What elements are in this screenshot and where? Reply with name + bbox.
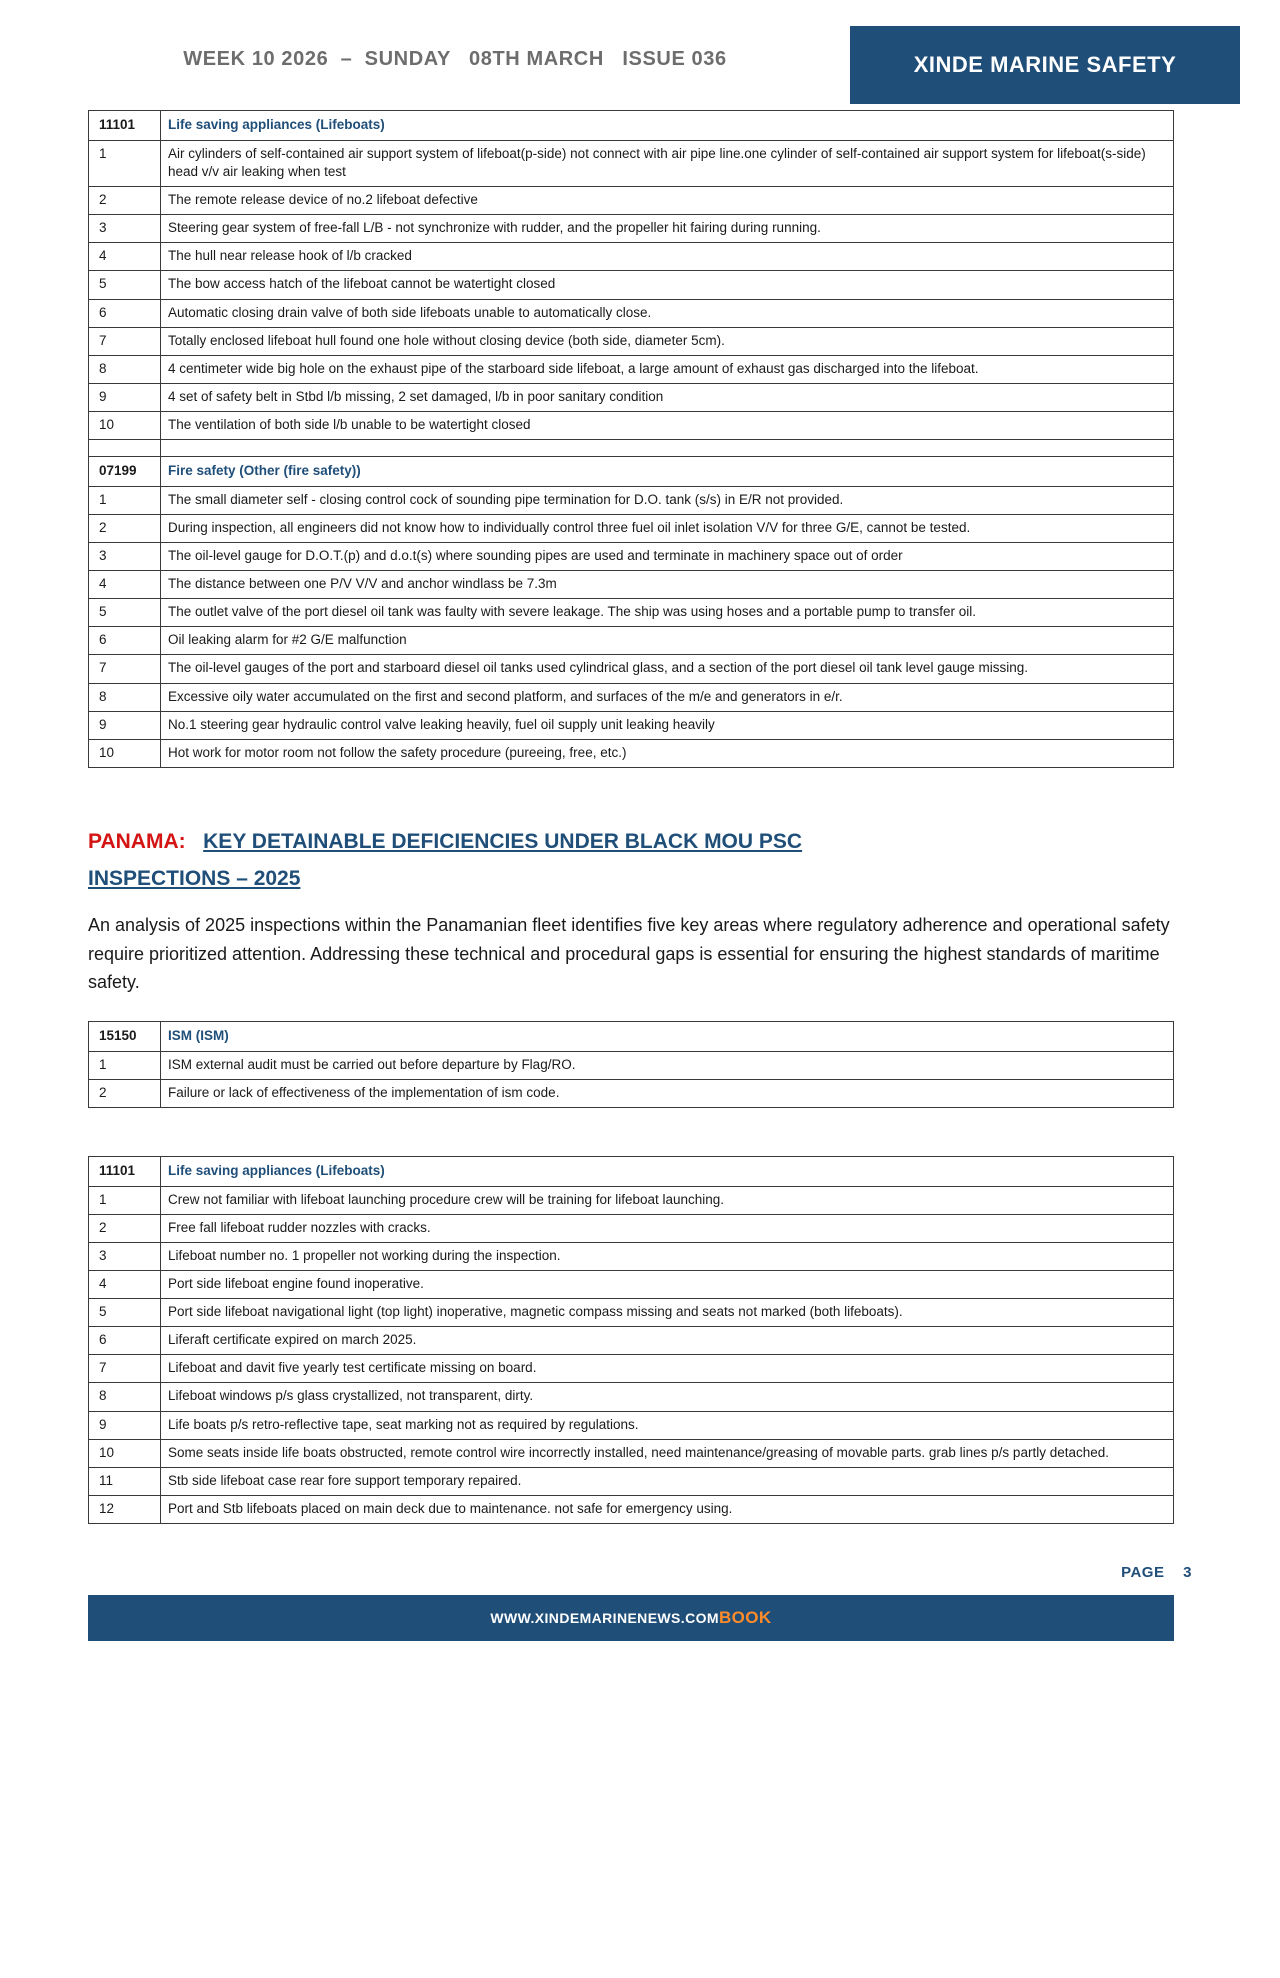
table-row	[89, 1021, 1174, 1051]
spacer-cell	[161, 439, 1174, 456]
row-text: Lifeboat windows p/s glass crystallized, not transparent, dirty.	[161, 1383, 1174, 1411]
section-title-line2: INSPECTIONS – 2025	[88, 866, 301, 890]
row-number: 6	[89, 1327, 161, 1355]
table-row	[89, 299, 1174, 327]
row-number: 7	[89, 327, 161, 355]
footer-bar	[88, 1595, 1174, 1641]
table-row	[89, 627, 1174, 655]
row-text: The bow access hatch of the lifeboat cannot be watertight closed	[161, 271, 1174, 299]
row-number: 8	[89, 683, 161, 711]
row-number: 2	[89, 1215, 161, 1243]
row-number: 7	[89, 1355, 161, 1383]
paragraph-gap	[0, 997, 1280, 1021]
row-text: Lifeboat and davit five yearly test certificate missing on board.	[161, 1355, 1174, 1383]
category-code: 11101	[89, 111, 161, 141]
row-number: 3	[89, 215, 161, 243]
table-row	[89, 1186, 1174, 1214]
row-text: The ventilation of both side l/b unable to be watertight closed	[161, 411, 1174, 439]
row-number: 5	[89, 599, 161, 627]
table-row	[89, 243, 1174, 271]
row-text: 4 set of safety belt in Stbd l/b missing, 2 set damaged, l/b in poor sanitary condition	[161, 383, 1174, 411]
row-text: Lifeboat number no. 1 propeller not working during the inspection.	[161, 1243, 1174, 1271]
category-name: Fire safety (Other (fire safety))	[161, 456, 1174, 486]
section-heading	[88, 824, 1178, 898]
row-text: Oil leaking alarm for #2 G/E malfunction	[161, 627, 1174, 655]
category-code: 11101	[89, 1156, 161, 1186]
row-number: 10	[89, 1439, 161, 1467]
table-row	[89, 1355, 1174, 1383]
table-row	[89, 1467, 1174, 1495]
row-text: Life boats p/s retro-reflective tape, seat marking not as required by regulations.	[161, 1411, 1174, 1439]
table-body	[89, 1021, 1174, 1107]
table-row	[89, 411, 1174, 439]
row-text: Port side lifeboat engine found inoperative.	[161, 1271, 1174, 1299]
row-text: The outlet valve of the port diesel oil tank was faulty with severe leakage. The ship was using hoses and a portable pump to transfer oil.	[161, 599, 1174, 627]
row-text: ISM external audit must be carried out before departure by Flag/RO.	[161, 1051, 1174, 1079]
table-body	[89, 1156, 1174, 1523]
section-country-label: PANAMA:	[88, 829, 186, 853]
table-row	[89, 111, 1174, 141]
spacer-cell	[89, 439, 161, 456]
row-text: Crew not familiar with lifeboat launching procedure crew will be training for lifeboat launching.	[161, 1186, 1174, 1214]
row-text: Excessive oily water accumulated on the first and second platform, and surfaces of the m/e and generators in e/r.	[161, 683, 1174, 711]
row-number: 1	[89, 1186, 161, 1214]
footer-book-label: BOOK	[718, 1607, 772, 1627]
page-header	[0, 0, 1280, 110]
row-text: The oil-level gauge for D.O.T.(p) and d.o.t(s) where sounding pipes are used and terminate in machinery space out of order	[161, 543, 1174, 571]
row-number: 1	[89, 141, 161, 187]
table-row	[89, 215, 1174, 243]
table-row	[89, 383, 1174, 411]
table-row	[89, 187, 1174, 215]
table-row	[89, 487, 1174, 515]
table-row	[89, 1439, 1174, 1467]
row-number: 1	[89, 1051, 161, 1079]
row-text: Totally enclosed lifeboat hull found one hole without closing device (both side, diameter 5cm).	[161, 327, 1174, 355]
row-text: Air cylinders of self-contained air support system of lifeboat(p-side) not connect with air pipe line.one cylinder of self-contained air support system for lifeboat(s-side) head v/v air leaking when test	[161, 141, 1174, 187]
category-code: 15150	[89, 1021, 161, 1051]
row-number: 8	[89, 355, 161, 383]
row-number: 6	[89, 299, 161, 327]
table-row	[89, 739, 1174, 767]
table-row	[89, 141, 1174, 187]
row-text: The hull near release hook of l/b cracked	[161, 243, 1174, 271]
category-code: 07199	[89, 456, 161, 486]
table-row	[89, 1215, 1174, 1243]
table-row	[89, 515, 1174, 543]
table-row	[89, 327, 1174, 355]
row-number: 11	[89, 1467, 161, 1495]
row-number: 10	[89, 739, 161, 767]
page-number-block	[0, 1564, 1280, 1581]
deficiency-table-lifeboats-2	[88, 1156, 1174, 1524]
row-text: Some seats inside life boats obstructed, remote control wire incorrectly installed, need maintenance/greasing of movable parts. grab lines p/s partly detached.	[161, 1439, 1174, 1467]
table-row	[89, 683, 1174, 711]
row-number: 12	[89, 1495, 161, 1523]
row-number: 9	[89, 1411, 161, 1439]
table-row	[89, 1327, 1174, 1355]
row-number: 4	[89, 1271, 161, 1299]
row-text: 4 centimeter wide big hole on the exhaust pipe of the starboard side lifeboat, a large amount of exhaust gas discharged into the lifeboat.	[161, 355, 1174, 383]
row-text: Free fall lifeboat rudder nozzles with cracks.	[161, 1215, 1174, 1243]
category-name: ISM (ISM)	[161, 1021, 1174, 1051]
table-row	[89, 543, 1174, 571]
row-text: Failure or lack of effectiveness of the implementation of ism code.	[161, 1079, 1174, 1107]
row-number: 6	[89, 627, 161, 655]
row-number: 5	[89, 1299, 161, 1327]
table-row	[89, 1051, 1174, 1079]
table-row	[89, 599, 1174, 627]
row-text: Port and Stb lifeboats placed on main deck due to maintenance. not safe for emergency using.	[161, 1495, 1174, 1523]
row-text: The small diameter self - closing control cock of sounding pipe termination for D.O. tank (s/s) in E/R not provided.	[161, 487, 1174, 515]
table-row	[89, 1495, 1174, 1523]
row-number: 2	[89, 187, 161, 215]
table-row	[89, 1271, 1174, 1299]
table-row	[89, 1411, 1174, 1439]
table-row	[89, 1079, 1174, 1107]
row-number: 8	[89, 1383, 161, 1411]
deficiency-table-ism	[88, 1021, 1174, 1108]
section-title-line1: KEY DETAINABLE DEFICIENCIES UNDER BLACK MOU PSC	[203, 829, 803, 853]
table-row	[89, 1156, 1174, 1186]
table-gap	[0, 1108, 1280, 1156]
row-number: 5	[89, 271, 161, 299]
row-text: Liferaft certificate expired on march 2025.	[161, 1327, 1174, 1355]
footer-website[interactable]: WWW.XINDEMARINENEWS.COM	[490, 1609, 719, 1626]
row-number: 9	[89, 383, 161, 411]
table-row	[89, 711, 1174, 739]
table-spacer-row	[89, 439, 1174, 456]
row-text: Stb side lifeboat case rear fore support temporary repaired.	[161, 1467, 1174, 1495]
row-number: 4	[89, 571, 161, 599]
table-row	[89, 271, 1174, 299]
category-name: Life saving appliances (Lifeboats)	[161, 1156, 1174, 1186]
table-row	[89, 1243, 1174, 1271]
section-gap	[0, 768, 1280, 824]
page-label: PAGE	[1121, 1563, 1165, 1581]
section-paragraph: An analysis of 2025 inspections within the Panamanian fleet identifies five key areas where regulatory adherence and operational safety require prioritized attention. Addressing these technical and procedural gaps is essential for ensuring the highest standards of maritime safety.	[88, 915, 1170, 993]
table-row	[89, 571, 1174, 599]
table-row	[89, 355, 1174, 383]
row-text: Automatic closing drain valve of both side lifeboats unable to automatically close.	[161, 299, 1174, 327]
row-text: The distance between one P/V V/V and anchor windlass be 7.3m	[161, 571, 1174, 599]
row-number: 7	[89, 655, 161, 683]
row-number: 2	[89, 515, 161, 543]
table-row	[89, 1383, 1174, 1411]
row-number: 3	[89, 1243, 161, 1271]
category-name: Life saving appliances (Lifeboats)	[161, 111, 1174, 141]
header-issue-block	[0, 26, 850, 71]
row-text: The remote release device of no.2 lifeboat defective	[161, 187, 1174, 215]
row-number: 3	[89, 543, 161, 571]
row-number: 2	[89, 1079, 161, 1107]
table-row	[89, 655, 1174, 683]
row-number: 10	[89, 411, 161, 439]
row-number: 4	[89, 243, 161, 271]
row-text: Steering gear system of free-fall L/B - not synchronize with rudder, and the propeller hit fairing during running.	[161, 215, 1174, 243]
row-text: No.1 steering gear hydraulic control valve leaking heavily, fuel oil supply unit leaking heavily	[161, 711, 1174, 739]
row-number: 1	[89, 487, 161, 515]
row-text: Port side lifeboat navigational light (top light) inoperative, magnetic compass missing and seats not marked (both lifeboats).	[161, 1299, 1174, 1327]
table-row	[89, 1299, 1174, 1327]
issue-line: WEEK 10 2026 – SUNDAY 08TH MARCH ISSUE 036	[183, 48, 727, 70]
table-row	[89, 456, 1174, 486]
row-text: During inspection, all engineers did not know how to individually control three fuel oil inlet isolation V/V for three G/E, cannot be tested.	[161, 515, 1174, 543]
page-number: 3	[1183, 1563, 1192, 1581]
row-text: Hot work for motor room not follow the safety procedure (pureeing, free, etc.)	[161, 739, 1174, 767]
table-body	[89, 111, 1174, 768]
brand-badge: XINDE MARINE SAFETY	[850, 26, 1240, 104]
row-number: 9	[89, 711, 161, 739]
row-text: The oil-level gauges of the port and starboard diesel oil tanks used cylindrical glass, and a section of the port diesel oil tank level gauge missing.	[161, 655, 1174, 683]
deficiency-table-lifeboats-1	[88, 110, 1174, 768]
